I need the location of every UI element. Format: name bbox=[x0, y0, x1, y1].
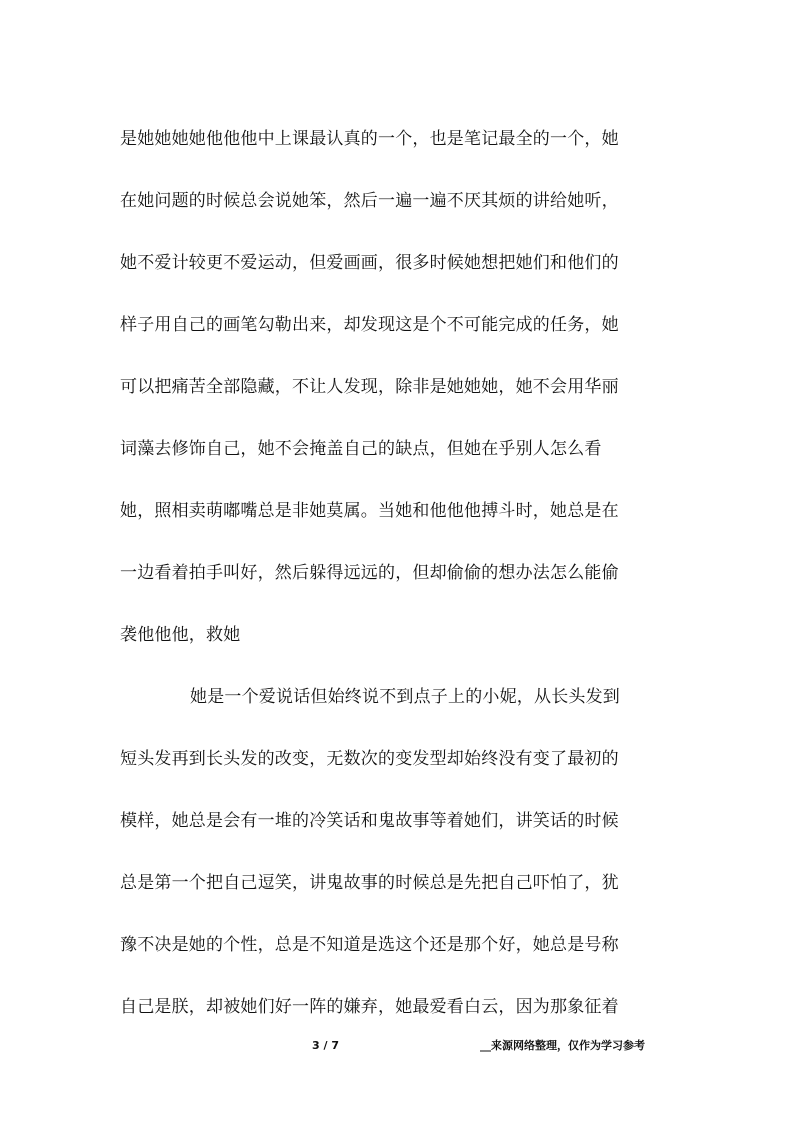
text-line: 可以把痛苦全部隐藏，不让人发现，除非是她她她，她不会用华丽 bbox=[120, 377, 619, 397]
page-footer bbox=[0, 1036, 794, 1056]
body-text bbox=[120, 108, 665, 1038]
text-line: 她不爱计较更不爱运动，但爱画画，很多时候她想把她们和他们的 bbox=[120, 253, 619, 273]
text-line: 自己是朕，却被她们好一阵的嫌弃，她最爱看白云，因为那象征着 bbox=[120, 997, 619, 1017]
text-line: 样子用自己的画笔勾勒出来，却发现这是个不可能完成的任务，她 bbox=[120, 315, 619, 335]
text-line: 是她她她她他他他中上课最认真的一个，也是笔记最全的一个，她 bbox=[120, 129, 619, 149]
text-line: 袭他他他，救她 bbox=[120, 625, 241, 645]
paragraph-start-line: 她是一个爱说话但始终说不到点子上的小妮，从长头发到 bbox=[190, 687, 620, 707]
text-line: 一边看着拍手叫好，然后躲得远远的，但却偷偷的想办法怎么能偷 bbox=[120, 563, 619, 583]
text-line: 词藻去修饰自己，她不会掩盖自己的缺点，但她在乎别人怎么看 bbox=[120, 439, 602, 459]
text-line: 她，照相卖萌嘟嘴总是非她莫属。当她和他他他搏斗时，她总是在 bbox=[120, 501, 619, 521]
text-line: 模样，她总是会有一堆的冷笑话和鬼故事等着她们，讲笑话的时候 bbox=[120, 811, 619, 831]
text-line: 豫不决是她的个性，总是不知道是选这个还是那个好，她总是号称 bbox=[120, 935, 619, 955]
text-line: 总是第一个把自己逗笑，讲鬼故事的时候总是先把自己吓怕了，犹 bbox=[120, 873, 619, 893]
page-number: 3 / 7 bbox=[312, 1039, 339, 1052]
text-line: 短头发再到长头发的改变，无数次的变发型却始终没有变了最初的 bbox=[120, 749, 619, 769]
source-note: __来源网络整理，仅作为学习参考 bbox=[480, 1039, 645, 1052]
text-line: 在她问题的时候总会说她笨，然后一遍一遍不厌其烦的讲给她听， bbox=[120, 191, 619, 211]
